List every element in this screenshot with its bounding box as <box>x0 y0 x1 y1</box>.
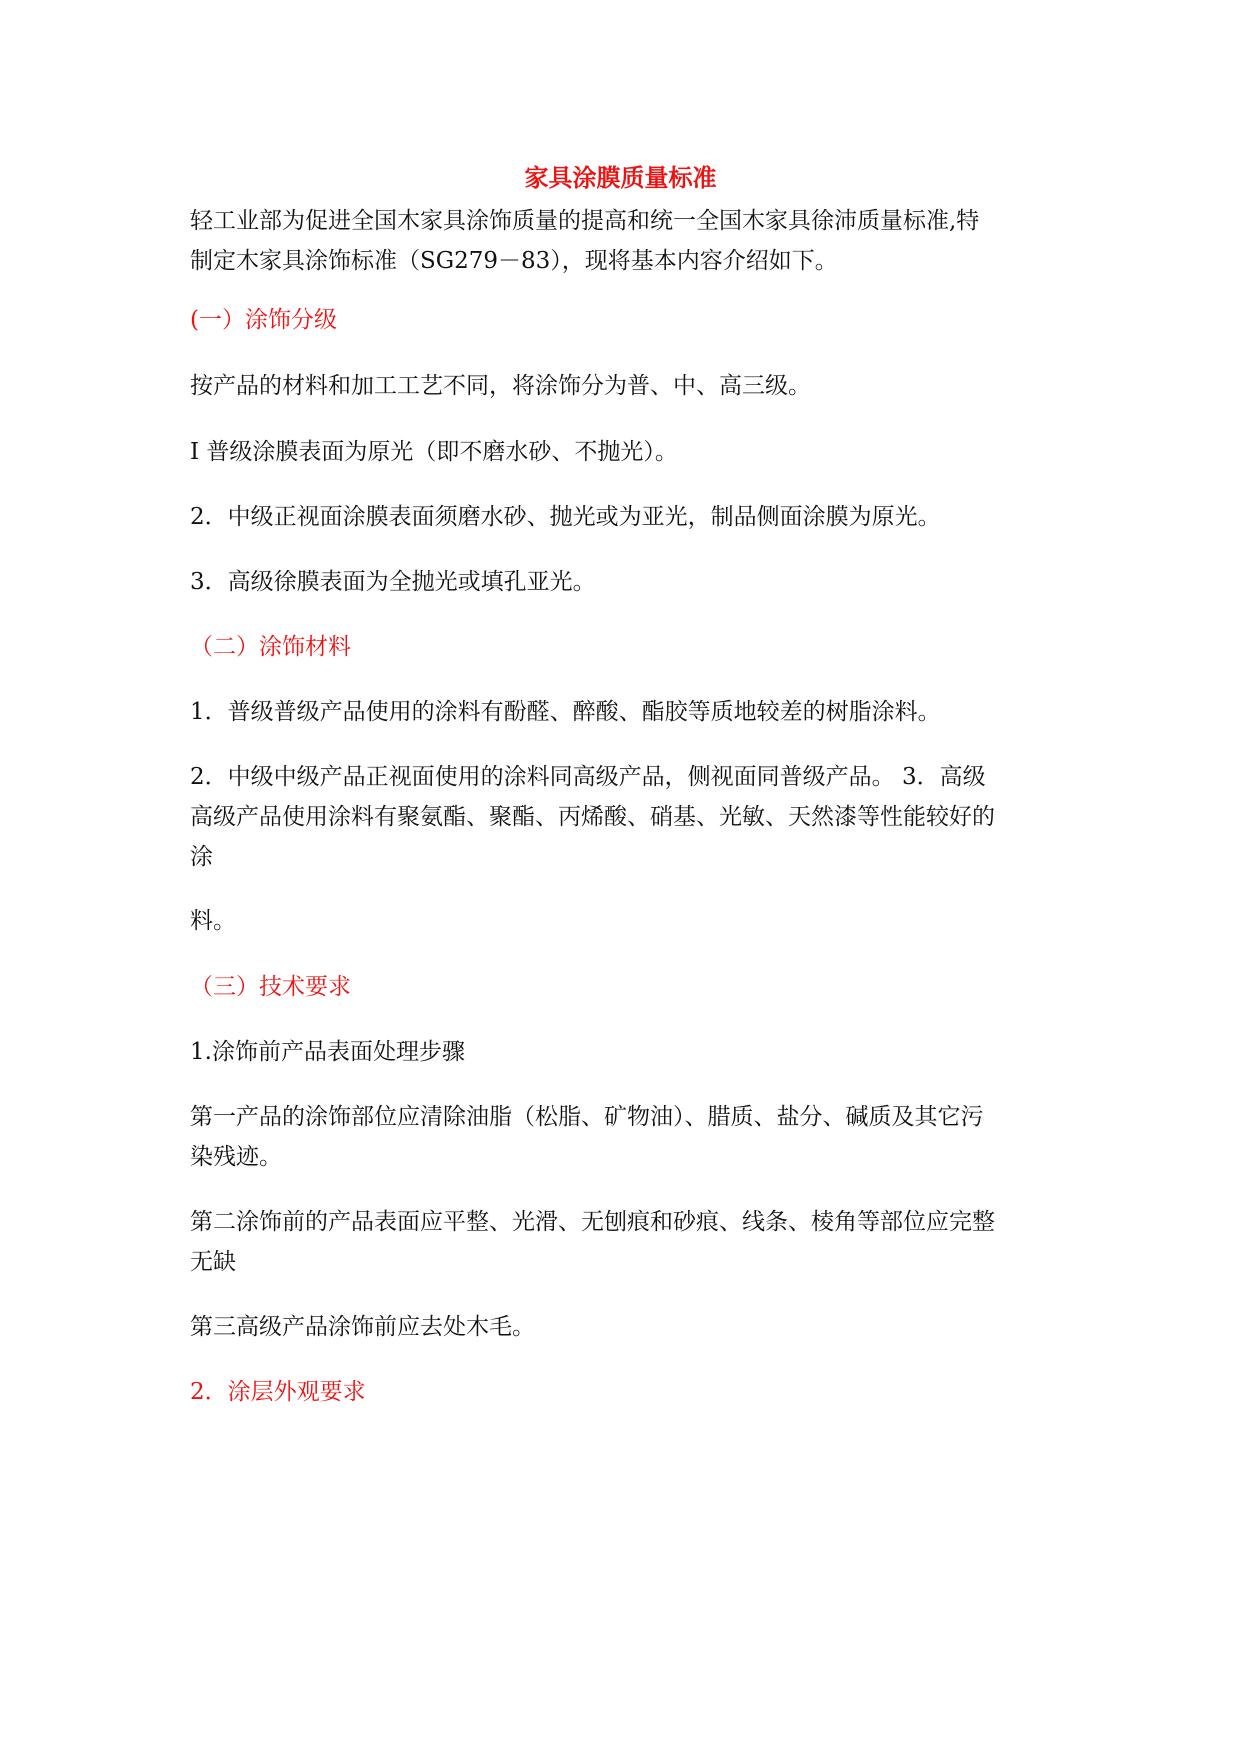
section-1-item-2: 2．中级正视面涂膜表面须磨水砂、抛光或为亚光，制品侧面涂膜为原光。 <box>190 504 941 530</box>
section-3-sub-1-heading: 1.涂饰前产品表面处理步骤 <box>190 1039 465 1065</box>
section-2-item-1: 1．普级普级产品使用的涂料有酚醛、醉酸、酯胶等质地较差的树脂涂料。 <box>190 699 941 725</box>
section-2-heading: （二）涂饰材料 <box>190 634 351 660</box>
section-3-heading: （三）技术要求 <box>190 974 351 1000</box>
section-3-sub-2-heading: 2．涂层外观要求 <box>190 1379 366 1405</box>
section-2-item-2-tail: 料。 <box>190 908 236 934</box>
section-2-item-2-line-2: 高级产品使用涂料有聚氨酯、聚酯、丙烯酸、硝基、光敏、天然漆等性能较好的 <box>190 804 995 830</box>
step-3: 第三高级产品涂饰前应去处木毛。 <box>190 1314 535 1340</box>
step-1-line-1: 第一产品的涂饰部位应清除油脂（松脂、矿物油）、腊质、盐分、碱质及其它污 <box>190 1104 984 1130</box>
intro-line-1: 轻工业部为促进全国木家具涂饰质量的提高和统一全国木家具徐沛质量标准,特 <box>190 208 980 234</box>
section-1-heading: (一）涂饰分级 <box>190 307 337 333</box>
step-2-line-2: 无缺 <box>190 1249 236 1275</box>
section-1-paragraph: 按产品的材料和加工工艺不同，将涂饰分为普、中、高三级。 <box>190 373 811 399</box>
intro-line-2: 制定木家具涂饰标准（SG279－83），现将基本内容介绍如下。 <box>190 248 838 274</box>
section-1-item-1: I 普级涂膜表面为原光（即不磨水砂、不抛光）。 <box>190 439 678 465</box>
section-2-item-2-line-1: 2．中级中级产品正视面使用的涂料同高级产品，侧视面同普级产品。 3．高级 <box>190 764 986 790</box>
section-1-item-3: 3．高级徐膜表面为全抛光或填孔亚光。 <box>190 569 596 595</box>
step-2-line-1: 第二涂饰前的产品表面应平整、光滑、无刨痕和砂痕、线条、棱角等部位应完整 <box>190 1209 995 1235</box>
step-1-line-2: 染残迹。 <box>190 1144 282 1170</box>
section-2-item-2-line-3: 涂 <box>190 844 213 870</box>
document-title: 家具涂膜质量标准 <box>524 163 717 192</box>
